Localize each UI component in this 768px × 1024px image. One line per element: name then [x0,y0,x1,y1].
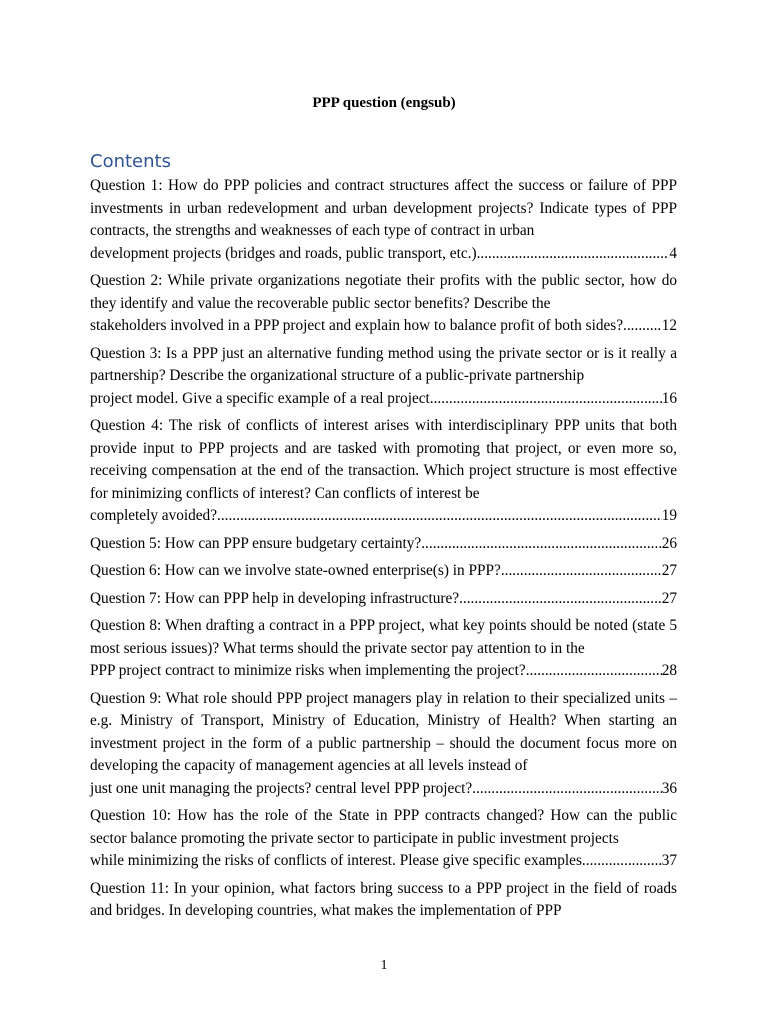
toc-entry-last-text: project model. Give a specific example of a real project. [90,389,434,407]
toc-page-number: 37 [661,852,677,869]
toc-entry-question-9[interactable] [90,688,677,801]
toc-entry-last-text: Question 6: How can we involve state-owned enterprise(s) in PPP? [90,562,501,579]
toc-entry-question-1[interactable] [90,175,677,265]
table-of-contents [90,175,677,928]
toc-entry-last-line [90,505,677,528]
dot-leader [217,505,662,528]
toc-entry-question-2[interactable] [90,270,677,338]
dot-leader [472,778,662,801]
toc-entry-last-line [90,588,677,611]
toc-page-number: 19 [661,507,677,524]
toc-entry-text: Question 2: While private organizations negotiate their profits with the public sector, how do they identify and value the recoverable public sector benefits? Describe the [90,272,677,312]
toc-entry-text: Question 1: How do PPP policies and contract structures affect the success or failure of PPP investments in urban redevelopment and urban development projects? Indicate types of PPP contracts, the strengths and weaknesses of each type of contract in urban [90,177,677,239]
dot-leader [421,533,661,556]
dot-leader [501,560,662,583]
toc-page-number: 36 [661,779,677,797]
toc-entry-last-line [90,560,677,583]
toc-entry-question-5[interactable] [90,533,677,556]
toc-entry-text: Question 10: How has the role of the State in PPP contracts changed? How can the public sector balance promoting the private sector to participate in public investment projects [90,807,677,847]
toc-entry-last-line [90,243,677,266]
toc-entry-question-8[interactable] [90,615,677,683]
page-number: 1 [380,958,388,973]
toc-page-number: 4 [669,244,677,262]
toc-page-number: 27 [661,589,677,607]
document-title: PPP question (engsub) [312,95,456,111]
toc-page-number: 27 [661,562,677,579]
toc-entry-text: Question 4: The risk of conflicts of interest arises with interdisciplinary PPP units that both provide input to PPP projects and are tasked with promoting that project, or even more so, receiving compensation at the end of the transaction. Which project structure is most effective for minimizing conflicts of interest? Can conflicts of interest be [90,417,677,502]
toc-entry-last-line [90,778,677,801]
toc-entry-last-text: completely avoided? [90,507,217,524]
dot-leader [526,660,662,683]
toc-entry-last-line [90,850,677,873]
toc-entry-question-10[interactable] [90,805,677,873]
dot-leader [434,388,662,411]
toc-entry-last-line [90,660,677,683]
toc-entry-text: Question 9: What role should PPP project managers play in relation to their specialized units – e.g. Ministry of Transport, Ministry of Education, Ministry of Health? When starting an investment project in the form of a public partnership – should the document focus more on developing the capacity of management agencies at all levels instead of [90,689,677,774]
toc-entry-last-text: Question 5: How can PPP ensure budgetary certainty? [90,534,422,552]
toc-page-number: 12 [661,317,677,334]
dot-leader [582,850,662,873]
toc-entry-question-11[interactable] [90,878,677,923]
toc-entry-last-line [90,388,677,411]
toc-page-number: 16 [661,389,677,407]
toc-entry-question-7[interactable] [90,588,677,611]
toc-page-number: 28 [661,662,677,679]
dot-leader [623,315,662,338]
toc-entry-last-text: stakeholders involved in a PPP project and explain how to balance profit of both sides? [90,317,624,334]
toc-entry-text: Question 8: When drafting a contract in a PPP project, what key points should be noted (state 5 most serious issues)? What terms should the private sector pay attention to in the [90,617,677,657]
toc-entry-last-line [90,533,677,556]
toc-entry-text: Question 3: Is a PPP just an alternative funding method using the private sector or is it really a partnership? Describe the organizational structure of a public-private partnership [90,344,677,384]
toc-entry-last-text: Question 7: How can PPP help in developing infrastructure? [90,589,460,607]
toc-entry-last-text: while minimizing the risks of conflicts of interest. Please give specific examples [90,852,582,869]
toc-entry-last-line [90,315,677,338]
contents-heading: Contents [90,151,171,172]
toc-entry-last-text: just one unit managing the projects? central level PPP project? [90,779,473,797]
dot-leader [477,243,670,266]
toc-entry-question-6[interactable] [90,560,677,583]
toc-entry-question-4[interactable] [90,415,677,528]
toc-entry-last-text: PPP project contract to minimize risks when implementing the project? [90,662,526,679]
toc-entry-last-text: development projects (bridges and roads, public transport, etc.) [90,244,477,262]
dot-leader [459,588,662,611]
toc-entry-question-3[interactable] [90,343,677,411]
toc-entry-text: Question 11: In your opinion, what factors bring success to a PPP project in the field of roads and bridges. In developing countries, what makes the implementation of PPP [90,879,677,919]
toc-page-number: 26 [661,534,677,552]
